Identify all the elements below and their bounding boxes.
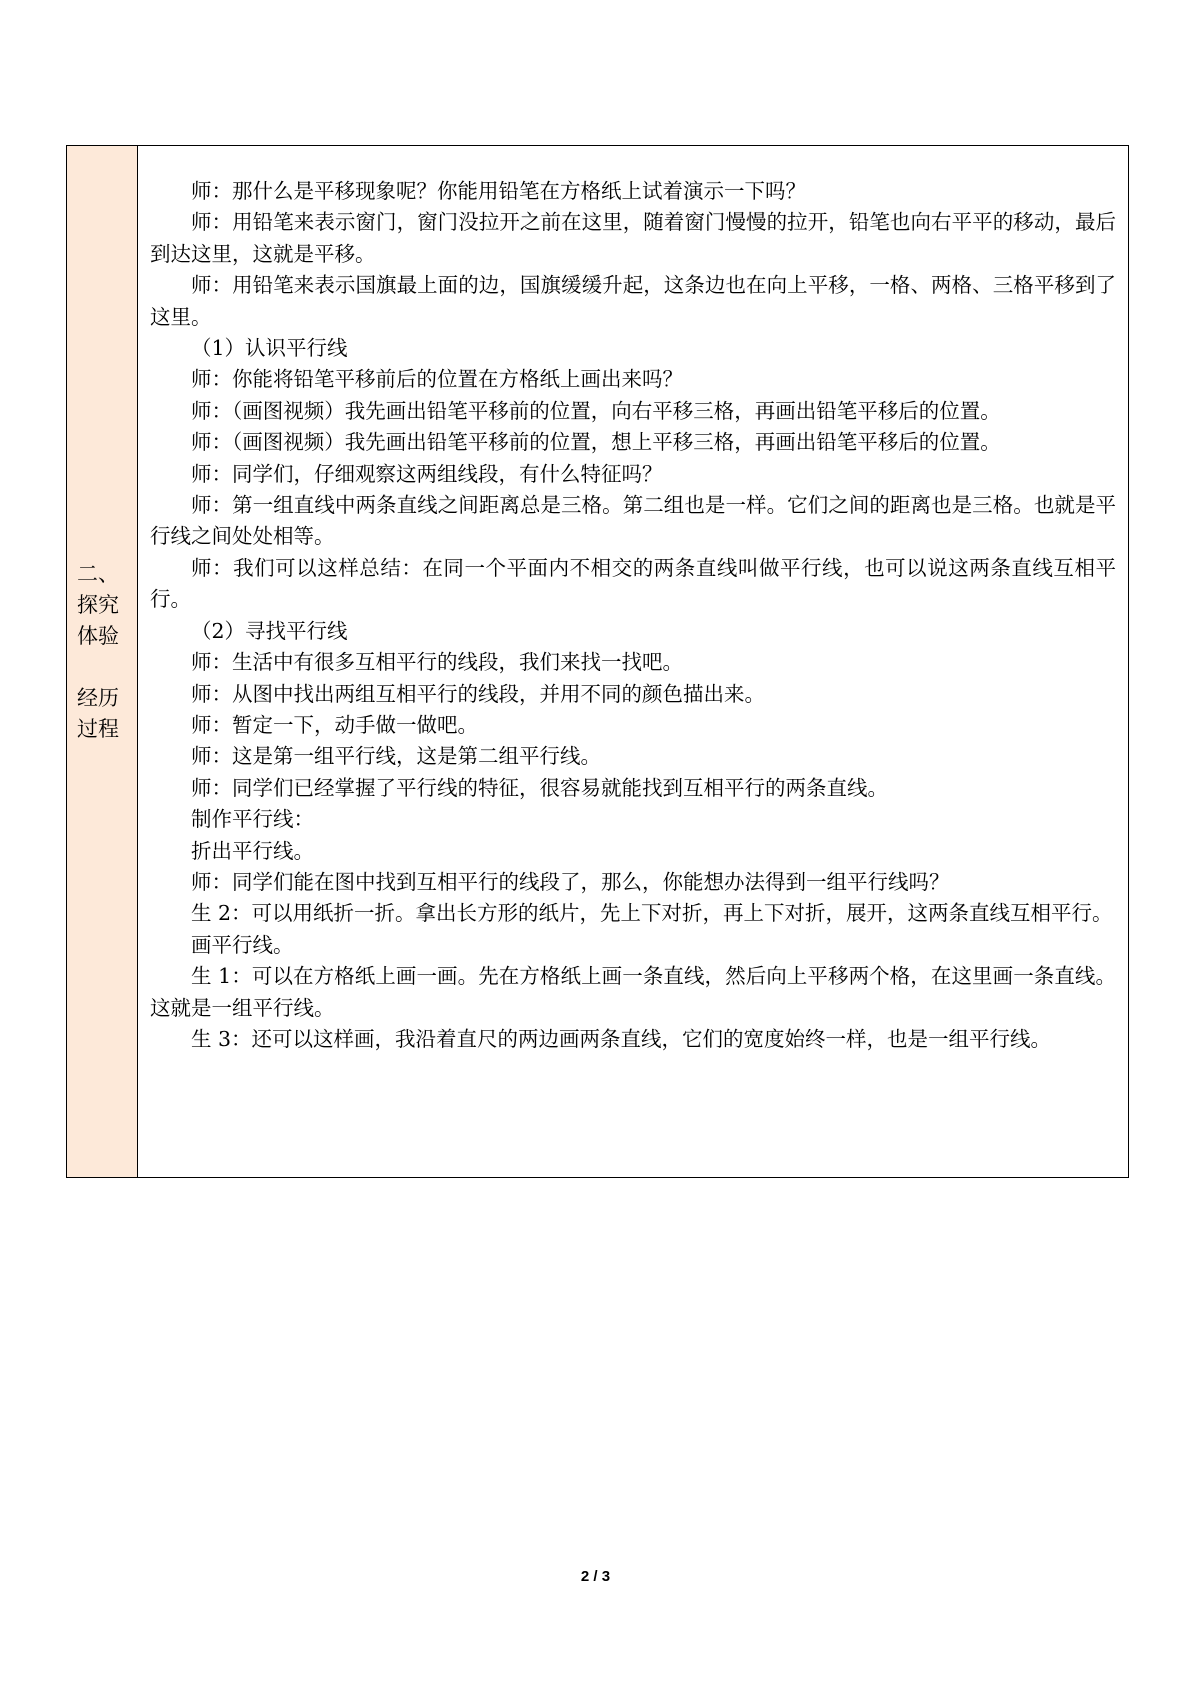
lesson-paragraph: 师：（画图视频）我先画出铅笔平移前的位置，向右平移三格，再画出铅笔平移后的位置。	[191, 398, 1001, 423]
section-label-line: 二、	[77, 562, 119, 586]
section-label-line: 体验	[77, 624, 119, 648]
lesson-paragraph: 师：我们可以这样总结：在同一个平面内不相交的两条直线叫做平行线，也可以说这两条直线互相平行。	[150, 555, 1116, 612]
section-label	[77, 559, 133, 745]
lesson-paragraph: 师：（画图视频）我先画出铅笔平移前的位置，想上平移三格，再画出铅笔平移后的位置。	[191, 430, 1001, 455]
lesson-table	[66, 145, 1129, 1178]
lesson-paragraph: 师：那什么是平移现象呢？你能用铅笔在方格纸上试着演示一下吗？	[191, 179, 806, 203]
lesson-paragraph: 师：同学们，仔细观察这两组线段，有什么特征吗？	[191, 461, 663, 486]
section-label-line: 探究	[77, 593, 119, 617]
lesson-paragraph: 师：用铅笔来表示国旗最上面的边，国旗缓缓升起，这条边也在向上平移，一格、两格、三格平移到了这里。	[150, 273, 1116, 329]
lesson-paragraph: 师：同学们已经掌握了平行线的特征，很容易就能找到互相平行的两条直线。	[191, 775, 888, 800]
lesson-content-cell	[138, 146, 1128, 1177]
lesson-paragraph: 生 1：可以在方格纸上画一画。先在方格纸上画一条直线，然后向上平移两个格，在这里画一条直线。这就是一组平行线。	[150, 964, 1116, 1020]
lesson-paragraph: 生 3：还可以这样画，我沿着直尺的两边画两条直线，它们的宽度始终一样，也是一组平行线。	[191, 1026, 1052, 1051]
lesson-paragraph: 师：第一组直线中两条直线之间距离总是三格。第二组也是一样。它们之间的距离也是三格。也就是平行线之间处处相等。	[150, 493, 1116, 549]
section-label-cell	[67, 146, 138, 1177]
lesson-paragraph: 制作平行线：	[191, 807, 314, 832]
section-label-line: 过程	[77, 717, 119, 741]
lesson-paragraph: 师：用铅笔来表示窗门，窗门没拉开之前在这里，随着窗门慢慢的拉开，铅笔也向右平平的移动，最后到达这里，这就是平移。	[150, 210, 1116, 266]
lesson-paragraph: 画平行线。	[191, 932, 294, 957]
lesson-paragraph: 师：从图中找出两组互相平行的线段，并用不同的颜色描出来。	[191, 681, 765, 706]
subheading-recognize-parallel: （1）认识平行线	[191, 336, 348, 361]
lesson-paragraph: 师：这是第一组平行线，这是第二组平行线。	[191, 744, 601, 769]
lesson-paragraph: 折出平行线。	[191, 838, 314, 863]
section-label-line: 经历	[77, 686, 119, 710]
lesson-paragraph: 生 2：可以用纸折一折。拿出长方形的纸片，先上下对折，再上下对折，展开，这两条直线互相平行。	[191, 901, 1113, 926]
lesson-paragraph: 师：生活中有很多互相平行的线段，我们来找一找吧。	[191, 650, 683, 675]
page-number: 2 / 3	[580, 1568, 611, 1585]
lesson-paragraph: 师：同学们能在图中找到互相平行的线段了，那么，你能想办法得到一组平行线吗？	[191, 869, 950, 894]
subheading-find-parallel: （2）寻找平行线	[191, 618, 348, 643]
lesson-paragraph: 师：你能将铅笔平移前后的位置在方格纸上画出来吗？	[191, 367, 683, 392]
section-label-gap	[77, 652, 133, 683]
lesson-paragraph: 师：暂定一下，动手做一做吧。	[191, 712, 478, 737]
